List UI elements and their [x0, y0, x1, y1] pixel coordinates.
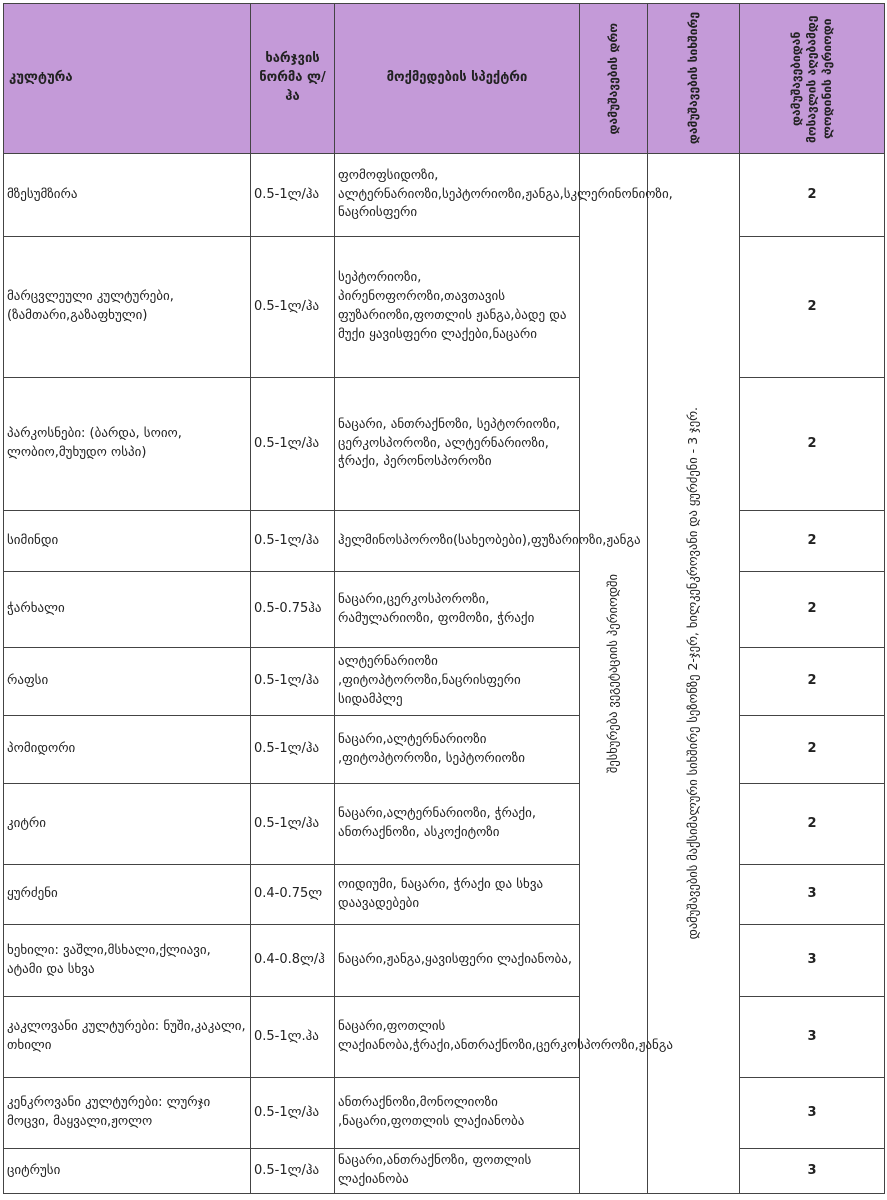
spectrum-cell: ნაცარი,ფოთლის ლაქიანობა,ჭრაქი,ანთრაქნოზი,ცერკოსპოროზი,ჟანგა — [335, 997, 580, 1078]
rate-cell: 0.5-1ლ.ჰა — [251, 997, 335, 1078]
header-culture: კულტურა — [4, 4, 251, 154]
table-row — [4, 648, 885, 716]
header-timing-label: დამუშავების დრო — [605, 22, 620, 135]
rate-cell: 0.5-1ლ/ჰა — [251, 716, 335, 784]
rate-cell: 0.5-0.75ჰა — [251, 572, 335, 648]
spectrum-cell: ნაცარი, ანთრაქნოზი, სეპტორიოზი, ცერკოსპოროზი, ალტერნარიოზი, ჭრაქი, პერონოსპოროზი — [335, 378, 580, 511]
wait-cell: 3 — [740, 1078, 885, 1149]
rate-cell: 0.4-0.75ლ — [251, 865, 335, 925]
wait-cell: 2 — [740, 716, 885, 784]
table-row — [4, 237, 885, 378]
header-waiting — [740, 4, 885, 154]
rate-cell: 0.5-1ლ/ჰა — [251, 1149, 335, 1194]
table-row — [4, 865, 885, 925]
table-row — [4, 997, 885, 1078]
header-spectrum: მოქმედების სპექტრი — [335, 4, 580, 154]
header-rate: ხარჯვის ნორმა ლ/ჰა — [251, 4, 335, 154]
spectrum-cell: სეპტორიოზი, პირენოფოროზი,თავთავის ფუზარიოზი,ფოთლის ჟანგა,ბადე და მუქი ყავისფერი ლაქები,ნაცარი — [335, 237, 580, 378]
culture-cell: პარკოსნები: (ბარდა, სოიო, ლობიო,მუხუდო ოსპი) — [4, 378, 251, 511]
spectrum-cell: ნაცარი,ჟანგა,ყავისფერი ლაქიანობა, — [335, 925, 580, 997]
wait-cell: 3 — [740, 925, 885, 997]
culture-cell: ციტრუსი — [4, 1149, 251, 1194]
wait-cell: 2 — [740, 784, 885, 865]
culture-cell: ყურძენი — [4, 865, 251, 925]
header-row — [4, 4, 885, 154]
spectrum-cell: ნაცარი,ცერკოსპოროზი, რამულარიოზი, ფომოზი, ჭრაქი — [335, 572, 580, 648]
table-row — [4, 572, 885, 648]
spectrum-cell: ნაცარი,ალტერნარიოზი ,ფიტოპტოროზი, სეპტორიოზი — [335, 716, 580, 784]
wait-cell: 3 — [740, 865, 885, 925]
rate-cell: 0.5-1ლ/ჰა — [251, 1078, 335, 1149]
table-row — [4, 716, 885, 784]
spectrum-cell: ანთრაქნოზი,მონოლიოზი ,ნაცარი,ფოთლის ლაქიანობა — [335, 1078, 580, 1149]
wait-cell: 2 — [740, 511, 885, 572]
spectrum-cell: ფომოფსიდოზი, ალტერნარიოზი,სეპტორიოზი,ჟანგა,სკლერინონიოზი, ნაცრისფერი — [335, 154, 580, 237]
header-waiting-label: დამუშავებიდან მოსავლის აღებამდე ლოდინის პერიოდი — [788, 14, 834, 143]
wait-cell: 2 — [740, 237, 885, 378]
table-row — [4, 154, 885, 237]
wait-cell: 2 — [740, 648, 885, 716]
culture-cell: ჭარხალი — [4, 572, 251, 648]
rate-cell: 0.5-1ლ/ჰა — [251, 237, 335, 378]
timing-merged-text: შესხურება ვეგეტაციის პერიოდში — [605, 573, 621, 774]
spectrum-cell: ჰელმინოსპოროზი(სახეობები),ფუზარიოზი,ჟანგა — [335, 511, 580, 572]
table-row — [4, 1078, 885, 1149]
rate-cell: 0.5-1ლ/ჰა — [251, 784, 335, 865]
culture-cell: ხეხილი: ვაშლი,მსხალი,ქლიავი, ატამი და სხვა — [4, 925, 251, 997]
wait-cell: 2 — [740, 154, 885, 237]
spectrum-cell: ნაცარი,ანთრაქნოზი, ფოთლის ლაქიანობა — [335, 1149, 580, 1194]
header-frequency — [648, 4, 740, 154]
rate-cell: 0.5-1ლ/ჰა — [251, 378, 335, 511]
header-frequency-label: დამუშავების სიხშირე — [685, 12, 700, 145]
culture-cell: სიმინდი — [4, 511, 251, 572]
wait-cell: 3 — [740, 1149, 885, 1194]
culture-cell: მარცვლეული კულტურები, (ზამთარი,გაზაფხული) — [4, 237, 251, 378]
culture-cell: პომიდორი — [4, 716, 251, 784]
header-timing — [580, 4, 648, 154]
frequency-merged-text: დამუშავების მაქსიმალური სიხშირე სეზონზე 2-ჯერ, ხილკენკროვანი და ყურძენი - 3 ჯერ. — [685, 407, 701, 940]
culture-cell: კაკლოვანი კულტურები: ნუში,კაკალი, თხილი — [4, 997, 251, 1078]
culture-cell: კენკროვანი კულტურები: ლურჯი მოცვი, მაყვალი,ჟოლო — [4, 1078, 251, 1149]
culture-cell: მზესუმზირა — [4, 154, 251, 237]
spectrum-cell: ალტერნარიოზი ,ფიტოპტოროზი,ნაცრისფერი სიდამპლე — [335, 648, 580, 716]
table-row — [4, 511, 885, 572]
rate-cell: 0.5-1ლ/ჰა — [251, 648, 335, 716]
wait-cell: 3 — [740, 997, 885, 1078]
spectrum-cell: ნაცარი,ალტერნარიოზი, ჭრაქი, ანთრაქნოზი, ასკოქიტოზი — [335, 784, 580, 865]
culture-cell: რაფსი — [4, 648, 251, 716]
rate-cell: 0.5-1ლ/ჰა — [251, 154, 335, 237]
table-row — [4, 784, 885, 865]
table-row — [4, 1149, 885, 1194]
culture-cell: კიტრი — [4, 784, 251, 865]
table-row — [4, 378, 885, 511]
spectrum-cell: ოიდიუმი, ნაცარი, ჭრაქი და სხვა დაავადებები — [335, 865, 580, 925]
wait-cell: 2 — [740, 378, 885, 511]
rate-cell: 0.4-0.8ლ/ჰ — [251, 925, 335, 997]
table-row — [4, 925, 885, 997]
rate-cell: 0.5-1ლ/ჰა — [251, 511, 335, 572]
wait-cell: 2 — [740, 572, 885, 648]
fungicide-table — [3, 3, 885, 1194]
